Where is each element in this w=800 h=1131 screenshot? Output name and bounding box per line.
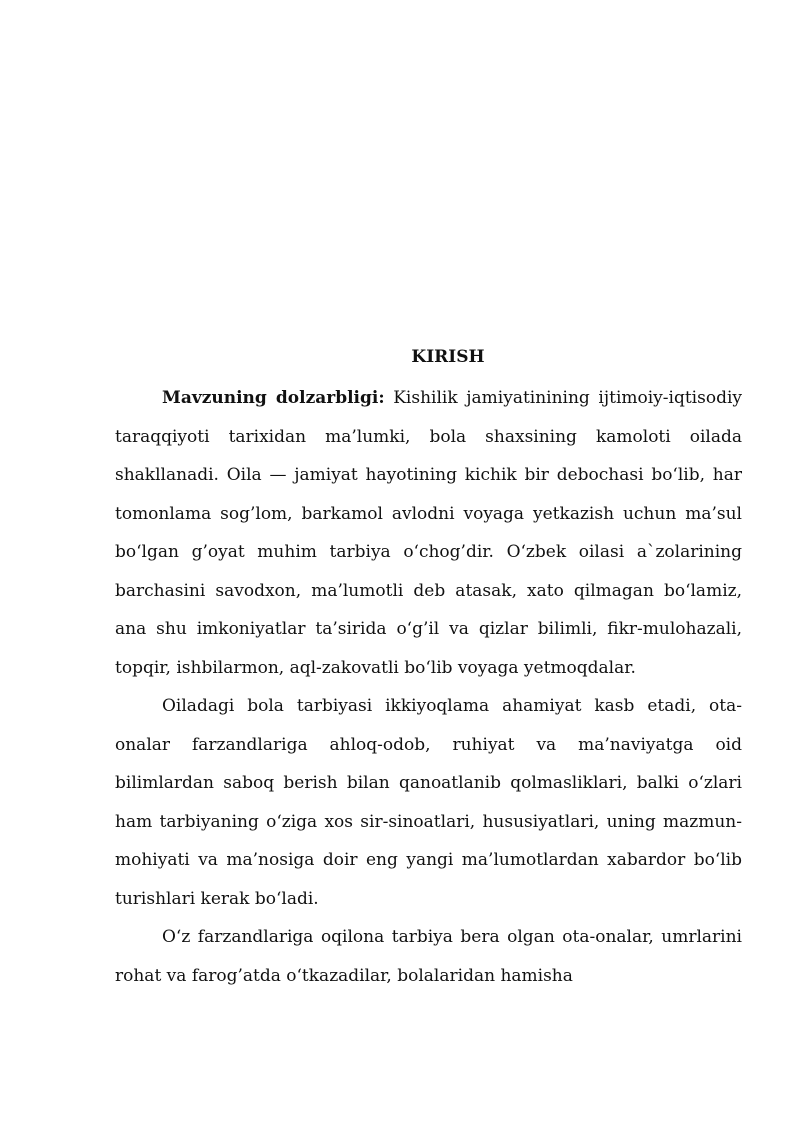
section-heading: KIRISH (411, 347, 485, 367)
body-text (115, 379, 742, 995)
paragraph-relevance (115, 379, 742, 687)
paragraph-family-upbringing: Oiladagi bola tarbiyasi ikkiyoqlama ahamiyat kasb etadi, ota-onalar farzandlariga ahloq-odob, ruhiyat va ma’naviyatga oid bilimlardan saboq berish bilan qanoatlanib qolmasliklari, balki o‘zlari ham tarbiyaning o‘ziga xos sir-sinoatlari, hususiyatlari, uning mazmun-mohiyati va ma’nosiga doir eng yangi ma’lumotlardan xabardor bo‘lib turishlari kerak bo‘ladi. (115, 696, 742, 909)
paragraph-lead: Mavzuning dolzarbligi: (162, 388, 385, 408)
paragraph-text: Kishilik jamiyatinining ijtimoiy-iqtisodiy taraqqiyoti tarixidan ma’lumki, bola shaxsining kamoloti oilada shakllanadi. Oila — jamiyat hayotining kichik bir debochasi bo‘lib, har tomonlama sog’lom, barkamol avlodni voyaga yetkazish uchun ma’sul bo‘lgan g’oyat muhim tarbiya o‘chog’dir. O‘zbek oilasi a`zolarining barchasini savodxon, ma’lumotli deb atasak, xato qilmagan bo‘lamiz, ana shu imkoniyatlar ta’sirida o‘g’il va qizlar bilimli, fikr-mulohazali, topqir, ishbilarmon, aql-zakovatli bo‘lib voyaga yetmoqdalar. (115, 388, 742, 678)
paragraph-parents: O‘z farzandlariga oqilona tarbiya bera olgan ota-onalar, umrlarini rohat va farog’atda o‘tkazadilar, bolalaridan hamisha (115, 927, 742, 986)
